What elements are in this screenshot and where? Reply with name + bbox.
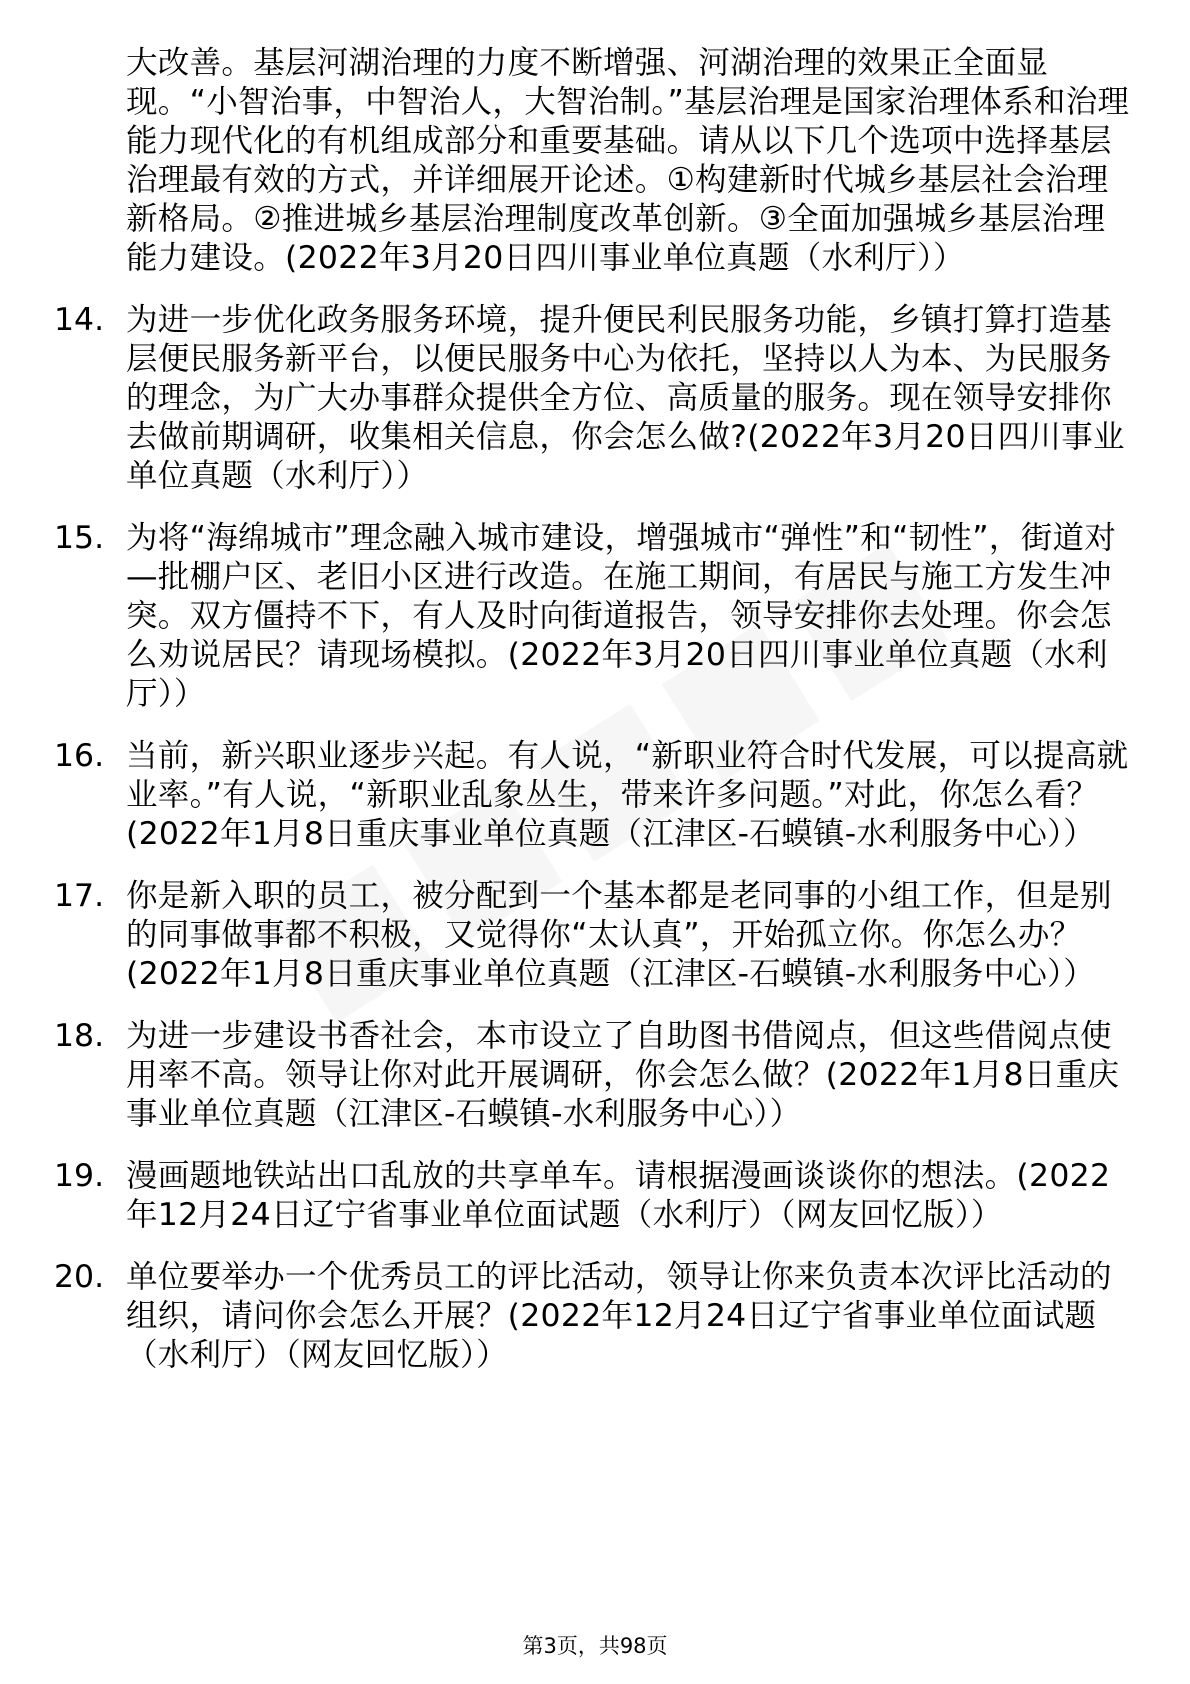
page-content xyxy=(54,44,1134,1375)
intro-paragraph: 大改善。基层河湖治理的力度不断增强、河湖治理的效果正全面显现。“小智治事，中智治人，大智治制。”基层治理是国家治理体系和治理能力现代化的有机组成部分和重要基础。请从以下几个选项中选择基层治理最有效的方式，并详细展开论述。①构建新时代城乡基层社会治理新格局。②推进城乡基层治理制度改革创新。③全面加强城乡基层治理能力建设。(2022年3月20日四川事业单位真题（水利厅）） xyxy=(126,45,1130,276)
question-item-17 xyxy=(54,877,1134,994)
question-text: 你是新入职的员工，被分配到一个基本都是老同事的小组工作，但是别的同事做事都不积极，又觉得你“太认真”，开始孤立你。你怎么办？(2022年1月8日重庆事业单位真题（江津区-石蟆镇-水利服务中心）） xyxy=(126,878,1112,992)
page-footer xyxy=(0,1632,1190,1660)
question-number: 15. xyxy=(54,520,105,556)
question-text: 当前，新兴职业逐步兴起。有人说，“新职业符合时代发展，可以提高就业率。”有人说，“新职业乱象丛生，带来许多问题。”对此，你怎么看？(2022年1月8日重庆事业单位真题（江津区-石蟆镇-水利服务中心）） xyxy=(126,738,1129,852)
question-number: 14. xyxy=(54,302,105,338)
question-item-18 xyxy=(54,1017,1134,1134)
question-text: 单位要举办一个优秀员工的评比活动，领导让你来负责本次评比活动的组织，请问你会怎么开展？(2022年12月24日辽宁省事业单位面试题（水利厅）（网友回忆版）） xyxy=(126,1259,1112,1373)
question-number: 17. xyxy=(54,878,105,914)
question-number: 16. xyxy=(54,738,105,774)
question-text: 为进一步优化政务服务环境，提升便民利民服务功能，乡镇打算打造基层便民服务新平台，以便民服务中心为依托，坚持以人为本、为民服务的理念，为广大办事群众提供全方位、高质量的服务。现在领导安排你去做前期调研，收集相关信息，你会怎么做?(2022年3月20日四川事业单位真题（水利厅）） xyxy=(126,302,1125,494)
question-item-20 xyxy=(54,1258,1134,1375)
question-number: 19. xyxy=(54,1158,105,1194)
question-item-14 xyxy=(54,301,1134,496)
question-item-16 xyxy=(54,737,1134,854)
question-number: 18. xyxy=(54,1018,105,1054)
question-number: 20. xyxy=(54,1259,105,1295)
page-number-label: 第3页，共98页 xyxy=(522,1634,668,1658)
question-text: 为进一步建设书香社会，本市设立了自助图书借阅点，但这些借阅点使用率不高。领导让你对此开展调研，你会怎么做？(2022年1月8日重庆事业单位真题（江津区-石蟆镇-水利服务中心）） xyxy=(126,1018,1120,1132)
question-text: 为将“海绵城市”理念融入城市建设，增强城市“弹性”和“韧性”，街道对—批棚户区、老旧小区进行改造。在施工期间，有居民与施工方发生冲突。双方僵持不下，有人及时向街道报告，领导安排你去处理。你会怎么劝说居民？请现场模拟。(2022年3月20日四川事业单位真题（水利厅）） xyxy=(126,520,1117,712)
question-item-19 xyxy=(54,1157,1134,1235)
question-item-15 xyxy=(54,519,1134,714)
question-text: 漫画题地铁站出口乱放的共享单车。请根据漫画谈谈你的想法。(2022年12月24日辽宁省事业单位面试题（水利厅）（网友回忆版）） xyxy=(126,1158,1111,1233)
